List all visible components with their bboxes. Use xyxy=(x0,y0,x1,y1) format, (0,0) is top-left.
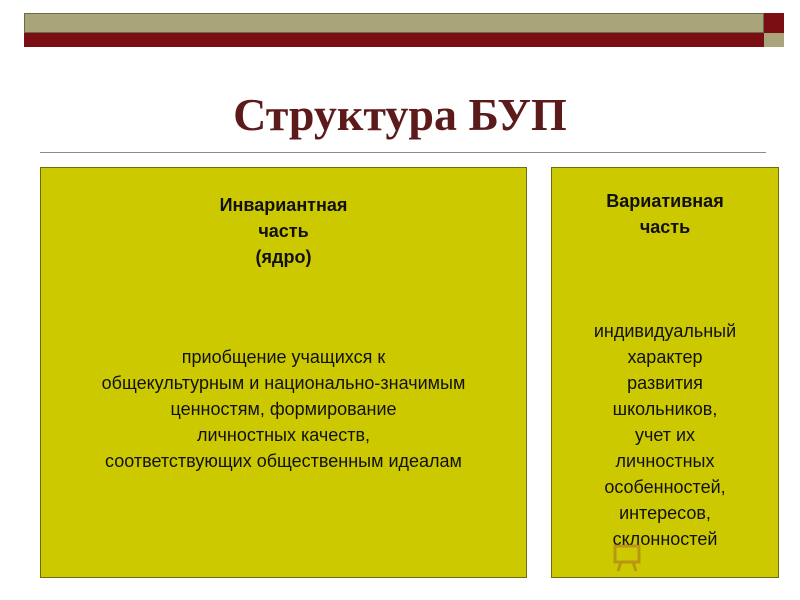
variative-description-line: интересов, xyxy=(619,503,711,523)
invariant-part-box xyxy=(40,167,527,578)
corner-maroon-square xyxy=(764,13,784,33)
invariant-description-line: соответствующих общественным идеалам xyxy=(105,451,462,471)
variative-description-line: склонностей xyxy=(612,529,718,549)
variative-description-line: развития xyxy=(627,373,703,393)
top-bar-olive-stripe xyxy=(24,13,764,33)
variative-description-line: индивидуальный xyxy=(593,321,737,341)
invariant-description-line: общекультурным и национально-значимым xyxy=(101,373,466,393)
corner-olive-square xyxy=(764,33,784,47)
variative-description-line: личностных xyxy=(615,451,715,471)
invariant-description-line: личностных качеств, xyxy=(196,425,371,445)
top-decorative-bar xyxy=(24,13,764,47)
variative-description-line: школьников, xyxy=(612,399,718,419)
invariant-heading-line: Инвариантная xyxy=(219,195,348,215)
variative-description xyxy=(552,318,778,552)
invariant-heading-line: (ядро) xyxy=(255,247,312,267)
variative-part-box xyxy=(551,167,779,578)
title-divider xyxy=(40,152,766,153)
variative-heading xyxy=(552,188,778,240)
variative-description-line: особенностей, xyxy=(604,477,726,497)
variative-description-line: учет их xyxy=(634,425,696,445)
variative-heading-line: часть xyxy=(639,217,691,237)
slide-title: Структура БУП xyxy=(233,89,567,140)
variative-heading-line: Вариативная xyxy=(606,191,724,211)
top-corner-block xyxy=(764,13,784,47)
variative-description-line: характер xyxy=(627,347,703,367)
invariant-description-line: ценностям, формирование xyxy=(170,399,397,419)
invariant-heading xyxy=(41,192,526,270)
top-bar-maroon-stripe xyxy=(24,33,764,47)
invariant-description xyxy=(41,344,526,474)
invariant-description-line: приобщение учащихся к xyxy=(181,347,386,367)
invariant-heading-line: часть xyxy=(258,221,309,241)
